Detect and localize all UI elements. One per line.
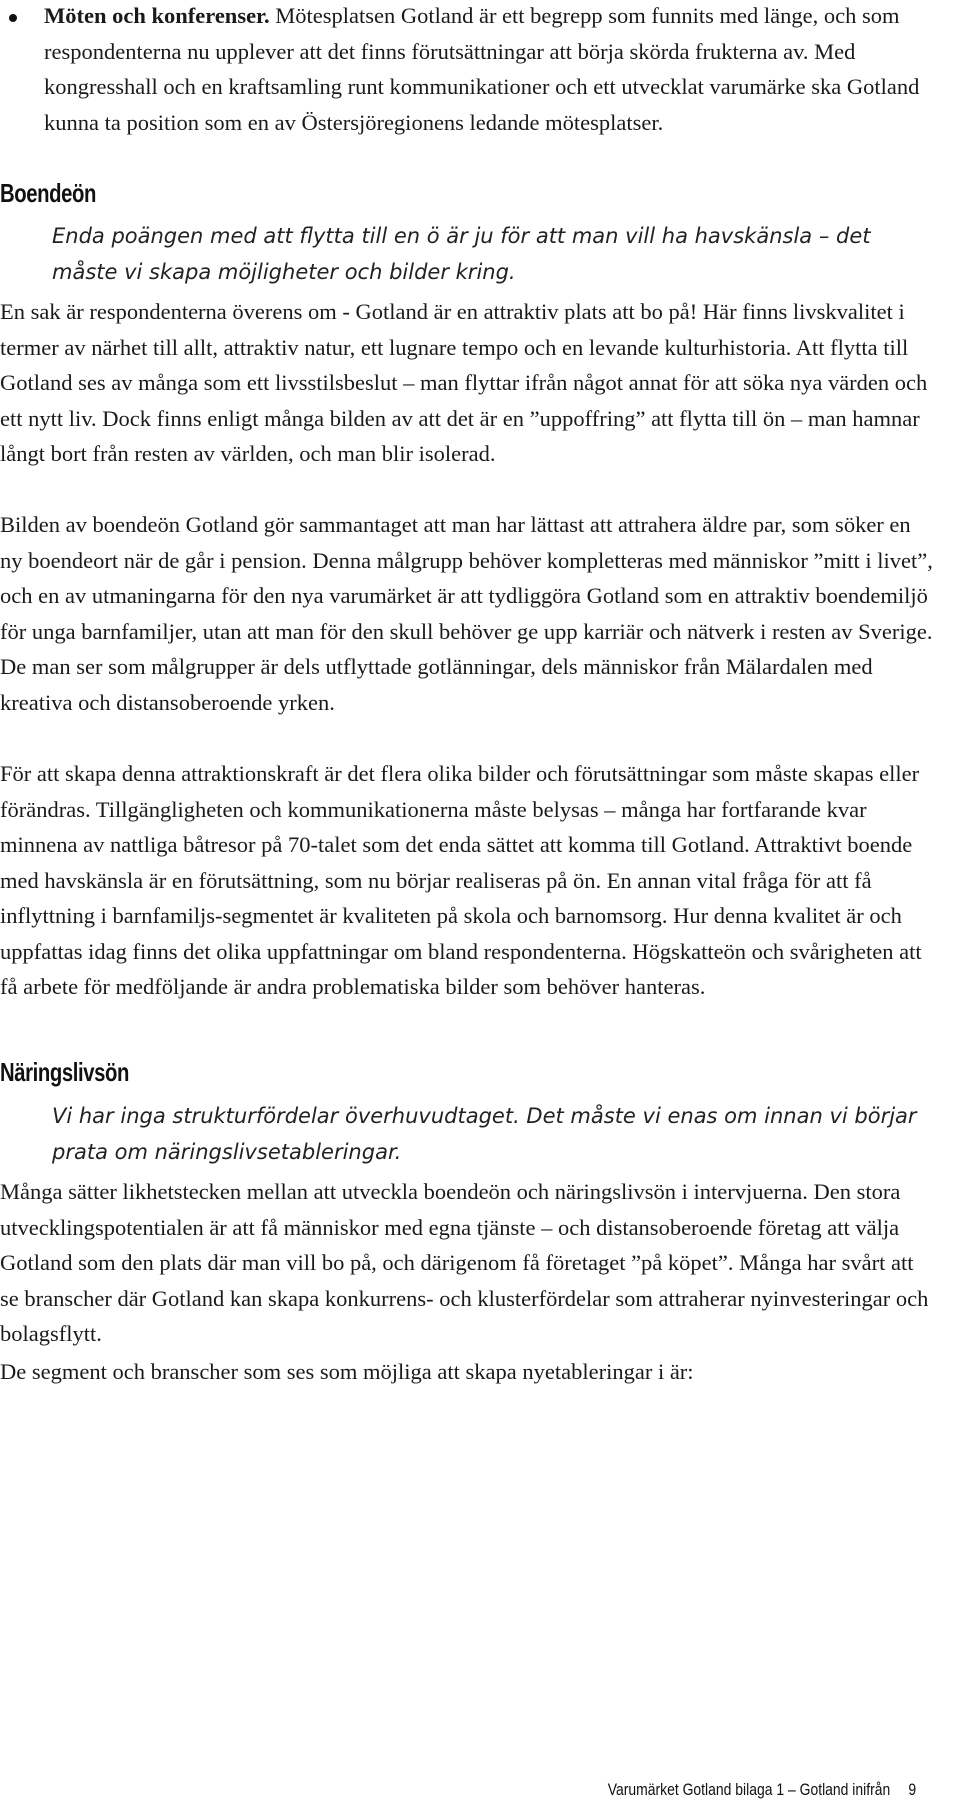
footer-title: Varumärket Gotland bilaga 1 – Gotland inifrån	[607, 1780, 891, 1799]
section-quote-boendeon: Enda poängen med att flytta till en ö är ju för att man vill ha havskänsla – det måste vi skapa möjligheter och bilder kring.	[52, 224, 871, 284]
paragraph-naringslivson-1: Många sätter likhetstecken mellan att utveckla boendeön och näringslivsön i intervjuerna. Den stora utvecklingspotentialen är att få människor med egna tjänste – och distansoberoende företag att välja Gotland som den plats där man vill bo på, och därigenom få företaget ”på köpet”. Många har svårt att se branscher där Gotland kan skapa konkurrens- och klusterfördelar som attraherar nyinvesteringar och bolagsflytt.	[0, 1179, 929, 1346]
paragraph-boendeon-3: För att skapa denna attraktionskraft är det flera olika bilder och förutsättningar som måste skapas eller förändras. Tillgängligheten och kommunikationerna måste belysas – många har fortfarande kvar minnena av nattliga båtresor på 70-talet som det enda sättet att komma till Gotland. Attraktivt boende med havskänsla är en förutsättning, som nu börjar realiseras på ön. En annan vital fråga för att få inflyttning i barnfamiljs-segmentet är kvaliteten på skola och barnomsorg. Hur denna kvalitet är och uppfattas idag finns det olika uppfattningar om bland respondenterna. Högskatteön och svårigheten att få arbete för medföljande är andra problematiska bilder som behöver hanteras.	[0, 761, 922, 999]
page-footer	[608, 1780, 916, 1800]
bullet-bold-lead: Möten och konferenser.	[44, 3, 270, 28]
paragraph-boendeon-2: Bilden av boendeön Gotland gör sammantaget att man har lättast att attrahera äldre par, som söker en ny boendeort när de går i pension. Denna målgrupp behöver kompletteras med människor ”mitt i livet”, och en av utmaningarna för den nya varumärket är att tydliggöra Gotland som en attraktiv boendemiljö för unga barnfamiljer, utan att man för den skull behöver ge upp karriär och nätverk i resten av Sverige. De man ser som målgrupper är dels utflyttade gotlänningar, dels människor från Mälardalen med kreativa och distansoberoende yrken.	[0, 512, 933, 715]
paragraph-boendeon-1: En sak är respondenterna överens om - Gotland är en attraktiv plats att bo på! Här finns livskvalitet i termer av närhet till allt, attraktiv natur, ett lugnare tempo och en levande kulturhistoria. Att flytta till Gotland ses av många som ett livsstilsbeslut – man flyttar ifrån något annat för att söka nya värden och ett nytt liv. Dock finns enligt många bilden av att det är en ”uppoffring” att flytta till ön – man hamnar långt bort från resten av världen, och man blir isolerad.	[0, 299, 928, 466]
bullet-dot-icon	[9, 14, 17, 22]
section-heading-naringslivson: Näringslivsön	[0, 1057, 130, 1087]
paragraph-naringslivson-2: De segment och branscher som ses som möjliga att skapa nyetableringar i är:	[0, 1359, 694, 1384]
bullet-text	[44, 0, 934, 140]
page-number: 9	[908, 1780, 916, 1799]
bullet-body: Mötesplatsen Gotland är ett begrepp som funnits med länge, och som respondenterna nu upplever att det finns förutsättningar att börja skörda frukterna av. Med kongresshall och en kraftsamling runt kommunikationer och ett utvecklat varumärke ska Gotland kunna ta position som en av Östersjöregionens ledande mötesplatser.	[44, 3, 920, 135]
section-heading-boendeon: Boendeön	[0, 178, 97, 208]
section-quote-naringslivson: Vi har inga strukturfördelar överhuvudtaget. Det måste vi enas om innan vi börjar prata om näringslivsetableringar.	[52, 1104, 917, 1164]
